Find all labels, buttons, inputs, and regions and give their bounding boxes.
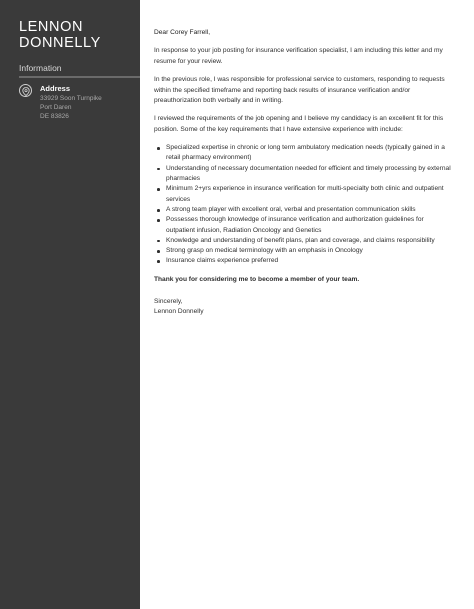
- letter-thanks: Thank you for considering me to become a member of your team.: [154, 275, 360, 283]
- sidebar: [0, 0, 140, 609]
- address-line-street: 33929 Soon Turnpike: [40, 95, 102, 102]
- list-item: Strong grasp on medical terminology with an emphasis in Oncology: [154, 246, 452, 256]
- cover-letter-body: [154, 28, 452, 318]
- address-label: Address: [40, 84, 71, 93]
- list-item: A strong team player with excellent oral, verbal and presentation communication skills: [154, 205, 452, 215]
- list-item: Knowledge and understanding of benefit plans, plan and coverage, and claims responsibility: [154, 236, 452, 246]
- list-item: Specialized expertise in chronic or long term ambulatory medication needs (typically gained in a retail pharmacy environment): [154, 143, 452, 164]
- list-item: Minimum 2+yrs experience in insurance verification for multi-specialty both clinic and outpatient services: [154, 184, 452, 205]
- letter-paragraph: In the previous role, I was responsible for professional service to customers, responding to requests within the specified timeframe and reporting back results of insurance verification and/or preauthorization both verbally and in writing.: [154, 76, 445, 104]
- letter-paragraph: I reviewed the requirements of the job opening and I believe my candidacy is an excellent fit for this position. Some of the key requirements that I have extensive experience with include:: [154, 115, 444, 133]
- requirements-list: [154, 143, 452, 267]
- address-line-city: Port Daren: [40, 104, 72, 111]
- location-pin-icon: [19, 84, 32, 97]
- address-line-state-zip: DE 83826: [40, 113, 69, 120]
- letter-greeting: Dear Corey Farrell,: [154, 29, 211, 36]
- letter-signoff: Sincerely,: [154, 298, 183, 306]
- letter-paragraph: In response to your job posting for insurance verification specialist, I am including this letter and my resume for your review.: [154, 47, 443, 65]
- section-title-information: Information: [19, 63, 62, 73]
- section-divider: [19, 76, 140, 78]
- letter-closing: [154, 297, 452, 318]
- letter-signature: Lennon Donnelly: [154, 308, 204, 316]
- list-item: Insurance claims experience preferred: [154, 256, 452, 266]
- list-item: Possesses thorough knowledge of insurance verification and authorization guidelines for outpatient infusion, Radiation Oncology and Genetics: [154, 215, 452, 236]
- candidate-name: LENNON DONNELLY: [19, 19, 101, 51]
- list-item: Understanding of necessary documentation needed for efficient and timely processing by external pharmacies: [154, 164, 452, 185]
